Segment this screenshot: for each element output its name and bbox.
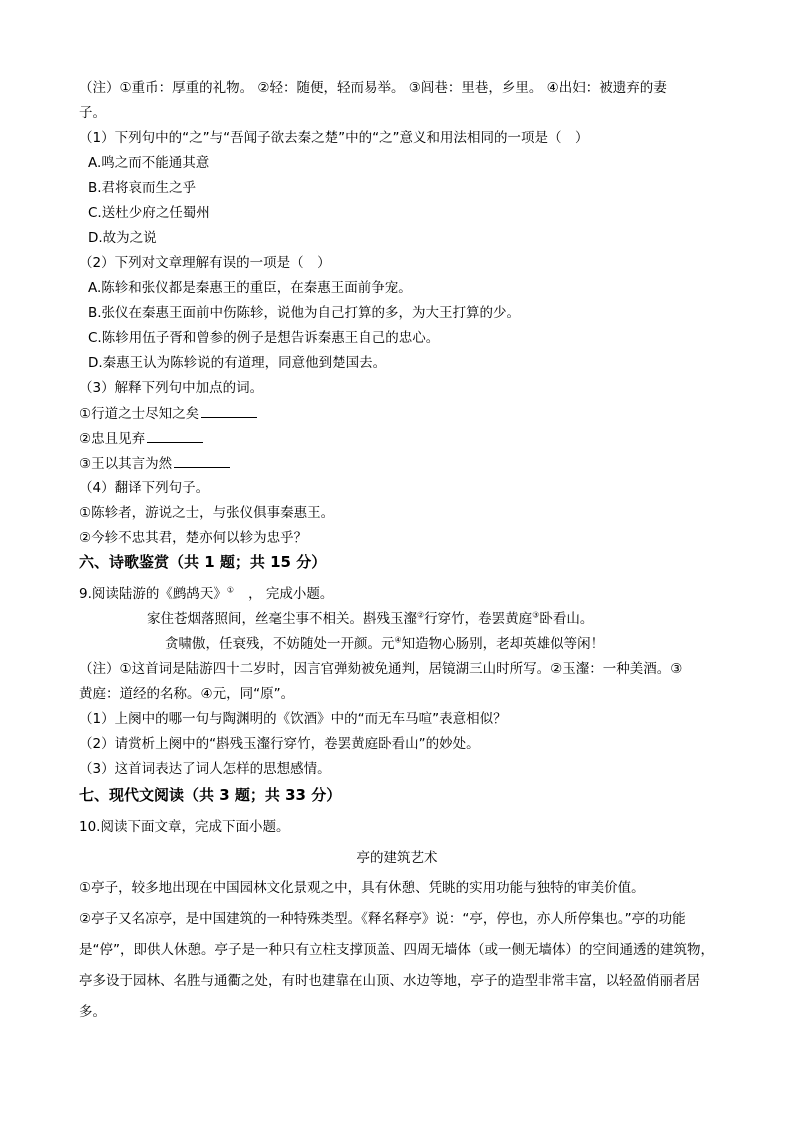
option-d: D.故为之说 <box>88 230 157 246</box>
fill-item-text: ②忠且见弃 <box>79 431 146 447</box>
article-title: 亭的建筑艺术 <box>356 850 438 866</box>
answer-blank[interactable] <box>147 429 203 443</box>
fill-item <box>79 454 230 473</box>
fill-item-text: ③王以其言为然 <box>79 456 173 472</box>
fill-item <box>79 429 203 448</box>
poem-line: 家住苍烟落照间，丝毫尘事不相关。斟残玉瀣②行穿竹，卷罢黄庭③卧看山。 <box>147 610 594 627</box>
note-line: （注）①这首词是陆游四十二岁时，因言官弹劾被免通判，居镜湖三山时所写。②玉瀣：一种美酒。③ <box>79 661 683 677</box>
section-title: 六、诗歌鉴赏（共 1 题；共 15 分） <box>79 553 327 571</box>
fill-item-text: ①行道之士尽知之矣 <box>79 406 200 422</box>
paragraph-line: 多。 <box>79 1004 106 1020</box>
question-intro: 9.阅读陆游的《鹧鸪天》① ， 完成小题。 <box>79 585 334 602</box>
paragraph: ①亭子，较多地出现在中国园林文化景观之中，具有休憩、凭眺的实用功能与独特的审美价值。 <box>79 880 645 896</box>
paragraph-line: ②亭子又名凉亭，是中国建筑的一种特殊类型。《释名释亭》说：“亭，停也，亦人所停集也。”亭的功能 <box>79 911 686 927</box>
translate-item: ②今轸不忠其君，楚亦何以轸为忠乎？ <box>79 530 308 546</box>
option-d: D.秦惠王认为陈轸说的有道理，同意他到楚国去。 <box>88 355 387 371</box>
sub-question: （3）这首词表达了词人怎样的思想感情。 <box>79 761 331 777</box>
sub-question: （1）上阕中的哪一句与陶渊明的《饮酒》中的“而无车马喧”表意相似？ <box>79 711 507 727</box>
question-intro: 10.阅读下面文章，完成下面小题。 <box>79 819 290 835</box>
question-stem: （1）下列句中的“之”与“吾闻子欲去秦之楚”中的“之”意义和用法相同的一项是（ ） <box>79 130 589 146</box>
question-stem: （3）解释下列句中加点的词。 <box>79 380 264 396</box>
footnote-marker: ② <box>417 610 425 620</box>
answer-blank[interactable] <box>174 454 230 468</box>
translate-item: ①陈轸者，游说之士，与张仪俱事秦惠王。 <box>79 505 335 521</box>
option-b: B.张仪在秦惠王面前中伤陈轸，说他为自己打算的多，为大王打算的少。 <box>88 305 521 321</box>
footnote-marker: ① <box>226 585 235 595</box>
note-line: 子。 <box>79 105 106 121</box>
footnote-marker: ④ <box>394 635 402 645</box>
sub-question: （2）请赏析上阕中的“斟残玉瀣行穿竹，卷罢黄庭卧看山”的妙处。 <box>79 736 480 752</box>
note-line: 黄庭：道经的名称。④元，同“原”。 <box>79 686 295 702</box>
question-stem: （2）下列对文章理解有误的一项是（ ） <box>79 255 331 271</box>
question-stem: （4）翻译下列句子。 <box>79 480 210 496</box>
footnote-marker: ③ <box>532 610 540 620</box>
option-b: B.君将哀而生之乎 <box>88 180 197 196</box>
fill-item <box>79 404 257 423</box>
note-line: （注）①重币：厚重的礼物。 ②轻：随便，轻而易举。 ③闾巷：里巷，乡里。 ④出妇：被遗弃的妻 <box>79 80 667 96</box>
answer-blank[interactable] <box>201 404 257 418</box>
section-title: 七、现代文阅读（共 3 题；共 33 分） <box>79 786 342 804</box>
paragraph-line: 是“停”，即供人休憩。亭子是一种只有立柱支撑顶盖、四周无墙体（或一侧无墙体）的空间通透的建筑物， <box>79 942 714 958</box>
option-a: A.鸣之而不能通其意 <box>88 155 210 171</box>
paragraph-line: 亭多设于园林、名胜与通衢之处，有时也建靠在山顶、水边等地，亭子的造型非常丰富，以轻盈俏丽者居 <box>79 973 700 989</box>
option-c: C.送杜少府之任蜀州 <box>88 205 210 221</box>
option-c: C.陈轸用伍子胥和曾参的例子是想告诉秦惠王自己的忠心。 <box>88 330 440 346</box>
option-a: A.陈轸和张仪都是秦惠王的重臣，在秦惠王面前争宠。 <box>88 280 412 296</box>
poem-line: 贪啸傲，任衰残，不妨随处一开颜。元④知造物心肠别，老却英雄似等闲！ <box>165 635 605 652</box>
